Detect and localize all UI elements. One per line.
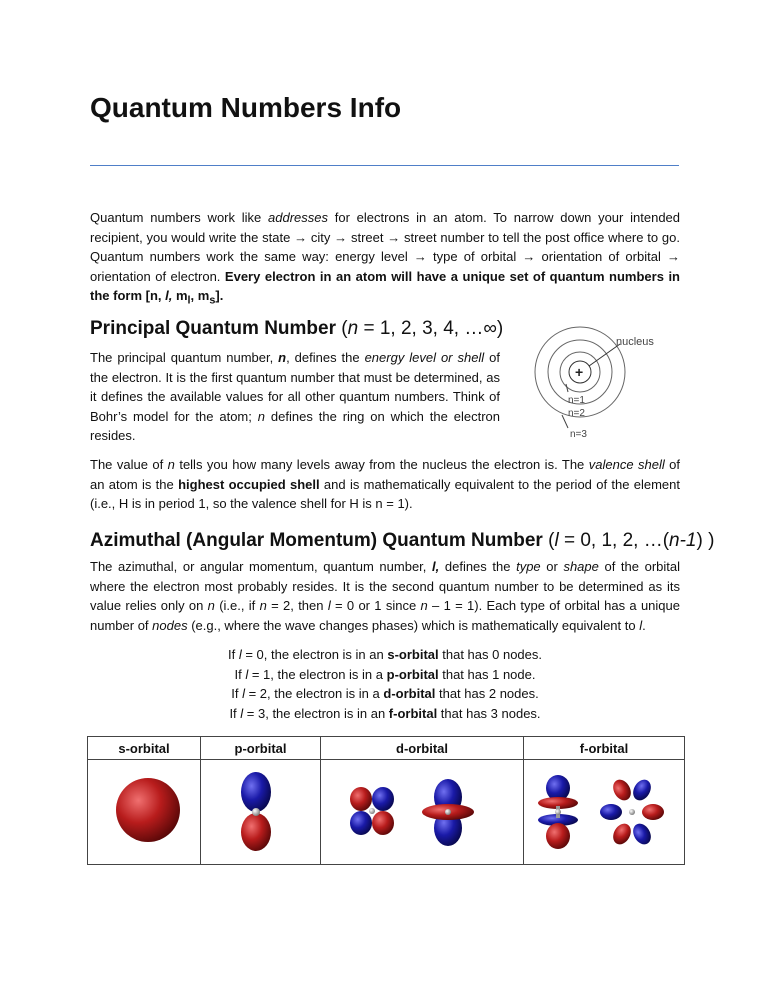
unique-set-statement: Every electron in an atom will have a unique set of quantum numbers in the form [n, l, $m_l$, $m_s$]. (90, 268, 680, 307)
s-orbital-cell (88, 760, 201, 865)
f-orbital-cell (524, 760, 685, 865)
header-p-orbital: p-orbital (201, 737, 321, 760)
arrow-icon: → (667, 249, 680, 264)
title-divider (90, 165, 679, 166)
orbital-line-d: If l = 2, the electron is in a d-orbital that has 2 nodes. (231, 686, 539, 701)
shell-n3-label: n=3 (570, 429, 587, 440)
header-f-orbital: f-orbital (524, 737, 685, 760)
header-d-orbital: d-orbital (321, 737, 524, 760)
p-orbital-cell (201, 760, 321, 865)
orbital-type-list (90, 645, 680, 723)
page-title: Quantum Numbers Info (90, 92, 402, 123)
azimuthal-heading: Azimuthal (Angular Momentum) Quantum Number (l = 0, 1, 2, …(n-1) ) (90, 530, 715, 551)
shell-n2-label: n=2 (568, 408, 585, 419)
nucleus-plus: + (575, 364, 584, 380)
principal-heading: Principal Quantum Number (n = 1, 2, 3, 4, …∞) (90, 318, 504, 339)
orbital-table (87, 736, 685, 865)
intro-paragraph: Quantum numbers work like addresses for electrons in an atom. To narrow down your intended recipient, you would write the state → city → street → street number to tell the post office where to go. Quantum numbers work the same way: energy level → type of orbital → orientation of orbital → orientation of electron. Every electron in an atom will have a unique set of quantum numbers in the form [n, l, $m_l$, $m_s$]. (90, 210, 681, 307)
d-orbital-cell (321, 760, 524, 865)
arrow-icon: → (334, 229, 348, 245)
orbital-line-p: If l = 1, the electron is in a p-orbital that has 1 node. (234, 666, 536, 682)
s-orbital-image (88, 760, 201, 864)
shell-n1-label: n=1 (568, 395, 585, 406)
orbital-line-s: If l = 0, the electron is in an s-orbital that has 0 nodes. (227, 647, 542, 662)
arrow-icon: → (522, 249, 536, 264)
f-orbital-image (524, 760, 685, 864)
header-s-orbital: s-orbital (88, 737, 201, 760)
valence-paragraph: The value of n tells you how many levels away from the nucleus the electron is. The valence shell of an atom is the highest occupied shell and is mathematically equivalent to the period of the element (i.e., H is in period 1, so the valence shell for H is n = 1). (90, 457, 681, 511)
p-orbital-image (201, 760, 321, 864)
d-orbital-image (321, 760, 524, 864)
arrow-icon: → (294, 229, 308, 245)
nucleus-label: nucleus (616, 336, 654, 348)
azimuthal-paragraph: The azimuthal, or angular momentum, quantum number, l, defines the type or shape of the orbital where the electron most probably resides. It is the second quantum number to be determined as its value relies only on n (i.e., if n = 2, then l = 0 or 1 since n – 1 = 1). Each type of orbital has a unique number of nodes (e.g., where the wave changes phases) which is mathematically equivalent to l. (90, 559, 681, 633)
principal-paragraph: The principal quantum number, n, defines the energy level or shell of the electron. It is the first quantum number that must be determined, as it defines the available values for all other quantum numbers. Think of Bohr’s model for the atom; n defines the ring on which the electron resides. (90, 350, 500, 443)
bohr-atom-diagram (532, 312, 672, 442)
arrow-icon: → (413, 249, 427, 264)
orbital-line-f: If l = 3, the electron is in an f-orbital that has 3 nodes. (229, 705, 541, 721)
arrow-icon: → (387, 229, 401, 245)
